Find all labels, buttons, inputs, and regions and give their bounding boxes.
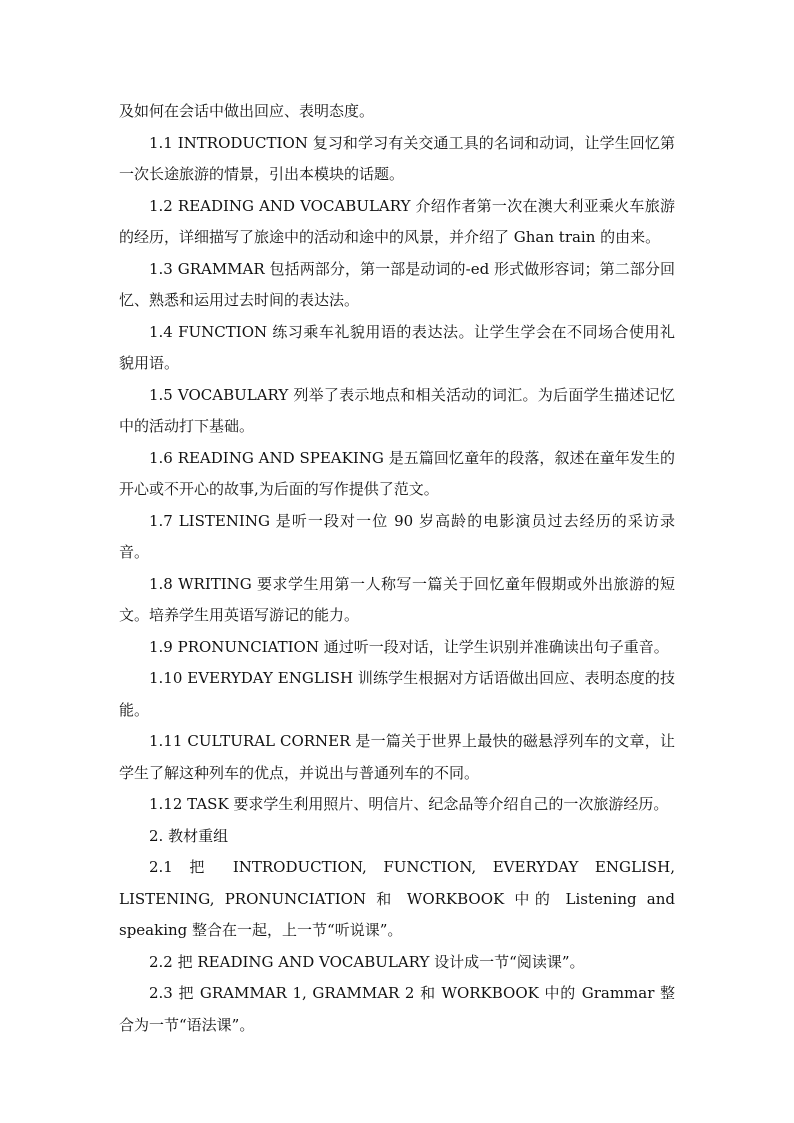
paragraph-introduction: 1.1 INTRODUCTION 复习和学习有关交通工具的名词和动词，让学生回忆第一次长途旅游的情景，引出本模块的话题。 [119,133,675,183]
paragraph-grammar-lesson: 2.3 把 GRAMMAR 1, GRAMMAR 2 和 WORKBOOK 中的 Grammar 整合为一节“语法课”。 [119,984,675,1034]
paragraph-vocabulary: 1.5 VOCABULARY 列举了表示地点和相关活动的词汇。为后面学生描述记忆中的活动打下基础。 [119,385,675,435]
paragraph-grammar: 1.3 GRAMMAR 包括两部分，第一部是动词的-ed 形式做形容词；第二部分回忆、熟悉和运用过去时间的表达法。 [119,259,675,309]
paragraph-function: 1.4 FUNCTION 练习乘车礼貌用语的表达法。让学生学会在不同场合使用礼貌用语。 [119,322,675,372]
paragraph-task: 1.12 TASK 要求学生利用照片、明信片、纪念品等介绍自己的一次旅游经历。 [149,795,669,813]
paragraph-everyday-english: 1.10 EVERYDAY ENGLISH 训练学生根据对方话语做出回应、表明态度的技能。 [119,669,675,719]
paragraph-cultural-corner: 1.11 CULTURAL CORNER 是一篇关于世界上最快的磁悬浮列车的文章，让学生了解这种列车的优点，并说出与普通列车的不同。 [119,732,675,782]
paragraph-writing: 1.8 WRITING 要求学生用第一人称写一篇关于回忆童年假期或外出旅游的短文。培养学生用英语写游记的能力。 [119,574,675,624]
paragraph-listening: 1.7 LISTENING 是听一段对一位 90 岁高龄的电影演员过去经历的采访录音。 [119,511,675,561]
paragraph-reading-speaking: 1.6 READING AND SPEAKING 是五篇回忆童年的段落，叙述在童年发生的开心或不开心的故事,为后面的写作提供了范文。 [119,448,675,498]
paragraph-reading-vocabulary: 1.2 READING AND VOCABULARY 介绍作者第一次在澳大利亚乘火车旅游的经历，详细描写了旅途中的活动和途中的风景，并介绍了 Ghan train 的由来。 [119,196,675,246]
paragraph-listening-speaking-lesson: 2.1 把 INTRODUCTION, FUNCTION, EVERYDAY ENGLISH, LISTENING, PRONUNCIATION 和 WORKBOOK 中的 Listening and speaking 整合在一起，上一节“听说课”。 [119,858,675,939]
section-heading-reorganization: 2. 教材重组 [149,826,229,845]
paragraph-continuation: 及如何在会话中做出回应、表明态度。 [119,102,375,120]
document-body [119,96,675,1041]
paragraph-reading-lesson: 2.2 把 READING AND VOCABULARY 设计成一节“阅读课”。 [149,952,585,971]
paragraph-pronunciation: 1.9 PRONUNCIATION 通过听一段对话，让学生识别并准确读出句子重音。 [149,637,669,656]
